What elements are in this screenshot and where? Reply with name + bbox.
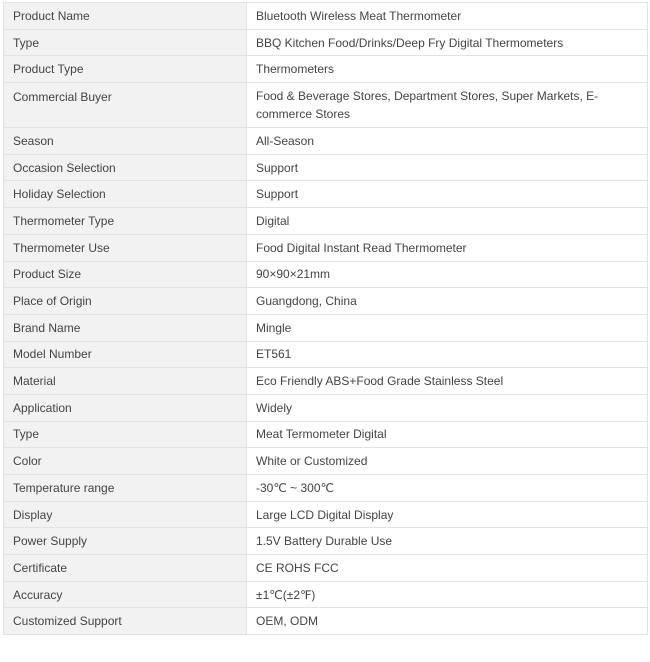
table-row (4, 56, 648, 83)
spec-label: Customized Support (4, 608, 247, 635)
spec-value: Support (247, 154, 648, 181)
spec-value: Widely (247, 394, 648, 421)
spec-label: Model Number (4, 341, 247, 368)
spec-value: Support (247, 181, 648, 208)
spec-value: Meat Termometer Digital (247, 421, 648, 448)
table-row (4, 3, 648, 30)
spec-label: Accuracy (4, 581, 247, 608)
spec-value: OEM, ODM (247, 608, 648, 635)
spec-label: Type (4, 29, 247, 56)
spec-value: -30℃ ~ 300℃ (247, 475, 648, 502)
product-spec-table (3, 2, 648, 635)
table-row (4, 154, 648, 181)
table-row (4, 29, 648, 56)
table-row (4, 314, 648, 341)
table-row (4, 448, 648, 475)
spec-table-body (4, 3, 648, 635)
table-row (4, 475, 648, 502)
spec-label: Holiday Selection (4, 181, 247, 208)
spec-label: Temperature range (4, 475, 247, 502)
spec-value: Bluetooth Wireless Meat Thermometer (247, 3, 648, 30)
table-row (4, 288, 648, 315)
spec-label: Material (4, 368, 247, 395)
spec-label: Color (4, 448, 247, 475)
spec-value: ET561 (247, 341, 648, 368)
spec-value: Thermometers (247, 56, 648, 83)
table-row (4, 208, 648, 235)
table-row (4, 555, 648, 582)
spec-value: 1.5V Battery Durable Use (247, 528, 648, 555)
spec-label: Certificate (4, 555, 247, 582)
table-row (4, 394, 648, 421)
spec-value: Digital (247, 208, 648, 235)
spec-value: CE ROHS FCC (247, 555, 648, 582)
spec-value: ±1℃(±2℉) (247, 581, 648, 608)
spec-label: Application (4, 394, 247, 421)
spec-label: Display (4, 501, 247, 528)
spec-label: Product Type (4, 56, 247, 83)
table-row (4, 341, 648, 368)
spec-label: Thermometer Use (4, 234, 247, 261)
spec-label: Place of Origin (4, 288, 247, 315)
table-row (4, 83, 648, 128)
spec-value: All-Season (247, 128, 648, 155)
table-row (4, 181, 648, 208)
table-row (4, 421, 648, 448)
spec-label: Type (4, 421, 247, 448)
spec-value: Eco Friendly ABS+Food Grade Stainless Steel (247, 368, 648, 395)
spec-label: Power Supply (4, 528, 247, 555)
table-row (4, 128, 648, 155)
spec-label: Thermometer Type (4, 208, 247, 235)
spec-value: BBQ Kitchen Food/Drinks/Deep Fry Digital Thermometers (247, 29, 648, 56)
table-row (4, 234, 648, 261)
table-row (4, 501, 648, 528)
spec-label: Product Size (4, 261, 247, 288)
spec-value: Food Digital Instant Read Thermometer (247, 234, 648, 261)
table-row (4, 368, 648, 395)
spec-label: Product Name (4, 3, 247, 30)
spec-value: Mingle (247, 314, 648, 341)
spec-label: Commercial Buyer (4, 83, 247, 128)
spec-value: 90×90×21mm (247, 261, 648, 288)
spec-label: Brand Name (4, 314, 247, 341)
spec-value: Large LCD Digital Display (247, 501, 648, 528)
table-row (4, 261, 648, 288)
table-row (4, 608, 648, 635)
spec-value: White or Customized (247, 448, 648, 475)
table-row (4, 528, 648, 555)
spec-label: Occasion Selection (4, 154, 247, 181)
spec-value: Guangdong, China (247, 288, 648, 315)
spec-value: Food & Beverage Stores, Department Stores, Super Markets, E-commerce Stores (247, 83, 648, 128)
spec-label: Season (4, 128, 247, 155)
table-row (4, 581, 648, 608)
